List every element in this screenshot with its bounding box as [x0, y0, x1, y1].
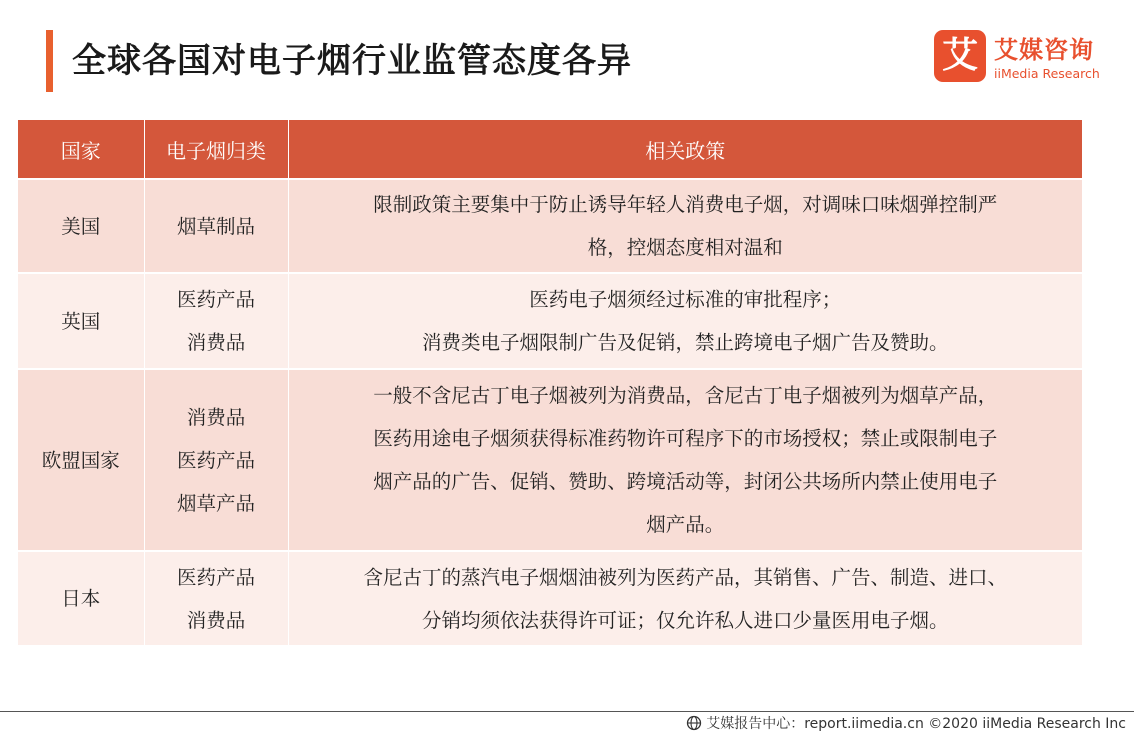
column-header-category: 电子烟归类: [144, 120, 288, 179]
category-line: 医药产品: [176, 288, 255, 311]
policy-line: 一般不含尼古丁电子烟被列为消费品，含尼古丁电子烟被列为烟草产品，: [373, 384, 998, 407]
category-line: 烟草产品: [176, 491, 255, 515]
column-header-policy: 相关政策: [288, 120, 1082, 179]
category-cell: [144, 551, 288, 646]
country-cell: 日本: [18, 551, 144, 646]
logo-name-cn: 艾媒咨询: [994, 36, 1094, 64]
policy-table: [18, 120, 1082, 647]
category-cell: [144, 273, 288, 369]
policy-line: 烟产品的广告、促销、赞助、跨境活动等，封闭公共场所内禁止使用电子: [373, 470, 998, 493]
table-row: [18, 369, 1082, 551]
policy-line: 含尼古丁的蒸汽电子烟烟油被列为医药产品，其销售、广告、制造、进口、: [363, 565, 1007, 589]
table-row: [18, 551, 1082, 646]
policy-line: 格，控烟态度相对温和: [587, 236, 783, 259]
table-row: [18, 273, 1082, 369]
category-line: 消费品: [186, 331, 246, 354]
country-cell: 美国: [18, 179, 144, 273]
policy-cell: [288, 551, 1082, 646]
policy-cell: [288, 179, 1082, 273]
country-cell: 英国: [18, 273, 144, 369]
globe-icon: [686, 715, 702, 731]
category-line: 消费品: [186, 608, 246, 632]
table-header-row: [18, 120, 1082, 179]
category-line: 医药产品: [176, 565, 255, 589]
column-header-country: 国家: [18, 120, 144, 179]
logo-name-en: iiMedia Research: [994, 66, 1100, 81]
logo-mark: 艾: [934, 30, 986, 82]
logo: [934, 30, 1114, 86]
category-line: 消费品: [186, 405, 246, 429]
title-accent-bar: [46, 30, 53, 92]
policy-cell: [288, 273, 1082, 369]
page-title: 全球各国对电子烟行业监管态度各异: [72, 41, 632, 81]
category-line: 医药产品: [176, 448, 255, 472]
category-line: 烟草制品: [176, 214, 255, 238]
category-cell: [144, 369, 288, 551]
category-cell: [144, 179, 288, 273]
footer: [686, 713, 1126, 733]
table-row: [18, 179, 1082, 273]
footer-text: 艾媒报告中心：report.iimedia.cn ©2020 iiMedia Research Inc: [706, 716, 1126, 732]
footer-divider: [0, 711, 1134, 712]
policy-cell: [288, 369, 1082, 551]
policy-line: 医药用途电子烟须获得标准药物许可程序下的市场授权；禁止或限制电子: [373, 427, 998, 450]
policy-line: 烟产品。: [646, 513, 725, 536]
policy-line: 限制政策主要集中于防止诱导年轻人消费电子烟，对调味口味烟弹控制严: [373, 193, 998, 216]
policy-line: 医药电子烟须经过标准的审批程序；: [529, 288, 842, 311]
policy-line: 消费类电子烟限制广告及促销，禁止跨境电子烟广告及赞助。: [421, 331, 949, 354]
country-cell: 欧盟国家: [18, 369, 144, 551]
policy-line: 分销均须依法获得许可证；仅允许私人进口少量医用电子烟。: [421, 608, 949, 632]
